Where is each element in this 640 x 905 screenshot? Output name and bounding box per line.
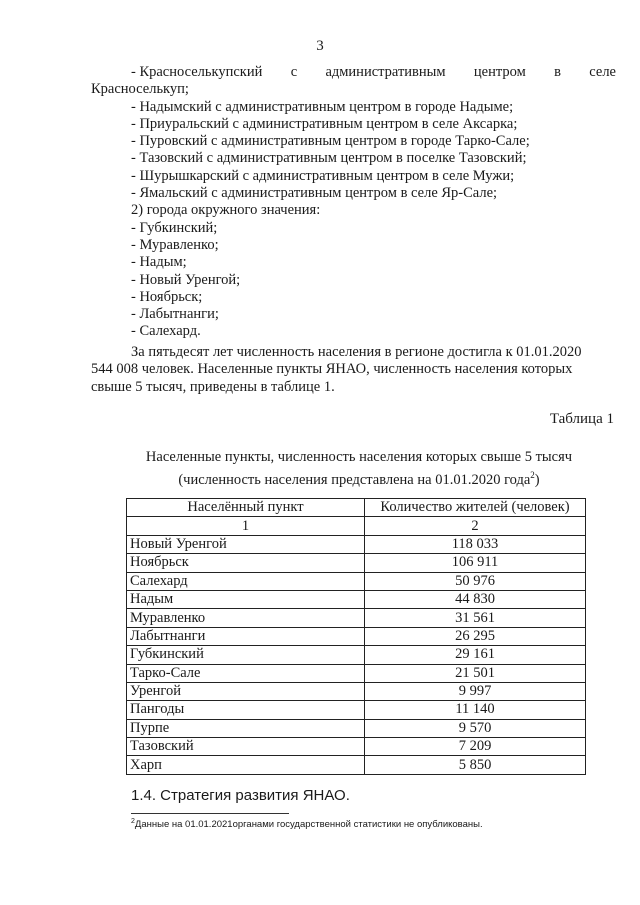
footnote-ref: 2 xyxy=(530,470,535,480)
column-index: 1 xyxy=(127,517,365,535)
districts-list xyxy=(91,64,616,341)
word: в xyxy=(554,64,561,80)
table-row xyxy=(127,627,586,645)
table-row xyxy=(127,554,586,572)
cities-heading: 2) города окружного значения: xyxy=(131,202,321,219)
caption-line-1: Населенные пункты, численность населения которых свыше 5 тысяч xyxy=(145,449,573,465)
list-item: - Тазовский с административным центром в поселке Тазовский; xyxy=(131,150,527,167)
population-cell: 44 830 xyxy=(365,590,586,608)
population-table xyxy=(126,498,586,775)
table-row xyxy=(127,701,586,719)
word: с xyxy=(290,64,298,80)
table-row xyxy=(127,590,586,608)
settlement-cell: Тазовский xyxy=(127,738,365,756)
list-item-continuation: Красноселькуп; xyxy=(91,81,189,98)
settlement-cell: Тарко-Сале xyxy=(127,664,365,682)
population-cell: 5 850 xyxy=(365,756,586,774)
population-cell: 26 295 xyxy=(365,627,586,645)
population-cell: 31 561 xyxy=(365,609,586,627)
table-label: Таблица 1 xyxy=(549,411,614,427)
column-header-population: Количество жителей (человек) xyxy=(365,499,586,517)
table-row xyxy=(127,756,586,774)
word: селе xyxy=(589,64,616,80)
page-number: 3 xyxy=(316,38,324,54)
population-cell: 11 140 xyxy=(365,701,586,719)
table-row xyxy=(127,664,586,682)
footnote-divider xyxy=(131,813,289,814)
population-cell: 106 911 xyxy=(365,554,586,572)
list-item: - Салехард. xyxy=(131,323,201,340)
table-row xyxy=(127,646,586,664)
settlement-cell: Надым xyxy=(127,590,365,608)
settlement-cell: Муравленко xyxy=(127,609,365,627)
column-header-settlement: Населённый пункт xyxy=(127,499,365,517)
population-paragraph xyxy=(91,344,616,396)
table-row xyxy=(127,535,586,553)
column-index: 2 xyxy=(365,517,586,535)
settlement-cell: Ноябрьск xyxy=(127,554,365,572)
population-cell: 21 501 xyxy=(365,664,586,682)
list-item: - Надым; xyxy=(131,254,187,271)
footnote xyxy=(131,818,483,830)
settlement-cell: Пангоды xyxy=(127,701,365,719)
caption-line-2 xyxy=(0,466,640,489)
list-item: - Шурышкарский с административным центром в селе Мужи; xyxy=(131,167,515,184)
settlement-cell: Харп xyxy=(127,756,365,774)
table-header-row xyxy=(127,499,586,517)
table-caption xyxy=(0,448,640,489)
population-cell: 9 570 xyxy=(365,719,586,737)
population-cell: 50 976 xyxy=(365,572,586,590)
word: центром xyxy=(473,64,526,80)
settlement-cell: Салехард xyxy=(127,572,365,590)
population-cell: 9 997 xyxy=(365,682,586,700)
word: административным xyxy=(325,64,446,80)
list-item: - Ноябрьск; xyxy=(131,288,203,305)
population-cell: 118 033 xyxy=(365,535,586,553)
caption-close: ) xyxy=(534,471,540,488)
list-item: - Пуровский с административным центром в городе Тарко-Сале; xyxy=(131,133,530,150)
footnote-text: Данные на 01.01.2021органами государственной статистики не опубликованы. xyxy=(134,819,483,831)
table-row xyxy=(127,738,586,756)
population-cell: 29 161 xyxy=(365,646,586,664)
list-item: - Новый Уренгой; xyxy=(131,271,241,288)
table-row xyxy=(127,609,586,627)
list-item: - Лабытнанги; xyxy=(131,306,219,323)
list-item: - Надымский с административным центром в городе Надыме; xyxy=(131,98,514,115)
paragraph-rest: 544 008 человек. Населенные пункты ЯНАО, численность населения которых свыше 5 тысяч, приведены в таблице 1. xyxy=(91,361,573,395)
footnote-mark: 2 xyxy=(131,818,135,825)
list-item-krasnoselkup xyxy=(131,64,616,81)
population-cell: 7 209 xyxy=(365,738,586,756)
list-item: - Губкинский; xyxy=(131,219,218,236)
paragraph-first-line: За пятьдесят лет численность населения в регионе достигла к 01.01.2020 xyxy=(131,344,582,360)
settlement-cell: Лабытнанги xyxy=(127,627,365,645)
table-index-row xyxy=(127,517,586,535)
list-item: - Муравленко; xyxy=(131,236,219,253)
table-row xyxy=(127,572,586,590)
list-item: - Ямальский с административным центром в селе Яр-Сале; xyxy=(131,185,498,202)
list-item: - Приуральский с административным центром в селе Аксарка; xyxy=(131,115,518,132)
caption-text: (численность населения представлена на 01.01.2020 года xyxy=(178,471,531,488)
settlement-cell: Пурпе xyxy=(127,719,365,737)
settlement-cell: Уренгой xyxy=(127,682,365,700)
word: - Красноселькупский xyxy=(131,64,263,80)
table-row xyxy=(127,682,586,700)
section-heading: 1.4. Стратегия развития ЯНАО. xyxy=(131,787,350,804)
settlement-cell: Губкинский xyxy=(127,646,365,664)
settlement-cell: Новый Уренгой xyxy=(127,535,365,553)
table-row xyxy=(127,719,586,737)
